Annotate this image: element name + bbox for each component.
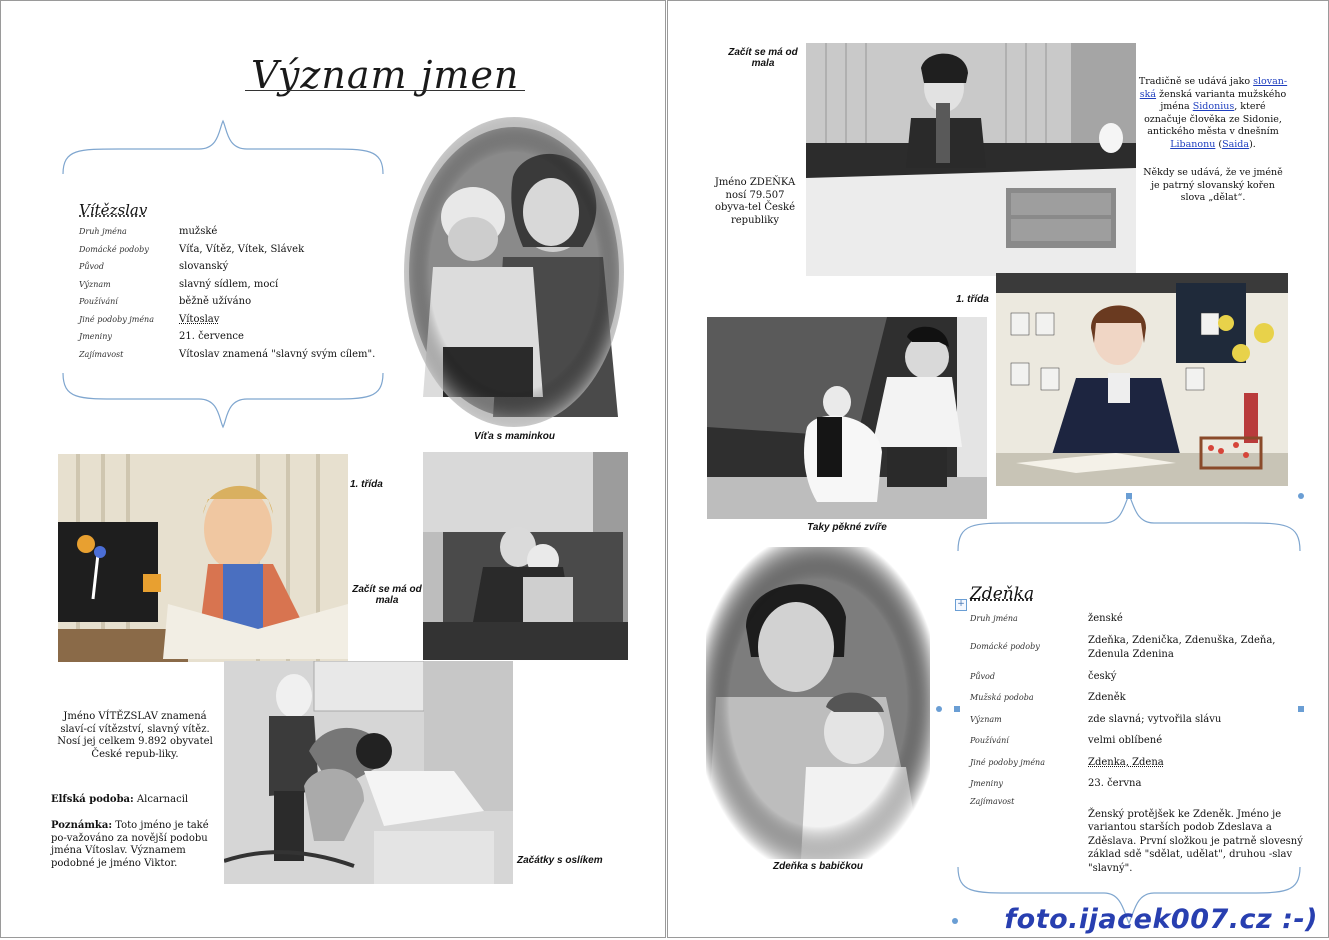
resize-handle[interactable] [952,918,958,924]
note-value: Toto jméno je také po-važováno za novější podobu jména Vítoslav. Významem podobné je jméno Viktor. [51,820,209,869]
info-key: Zajímavost [79,349,124,359]
info-row [970,634,1320,662]
zdenka-info [970,584,1320,875]
note-label: Poznámka: [51,820,113,831]
top-brace-right [954,491,1304,556]
photo-boy-donkey [224,661,513,884]
caption-nice-animal: Taky pěkné zvíře [807,522,887,533]
resize-handle[interactable] [1126,493,1132,499]
info-value: 21. července [179,331,244,342]
info-key: Mužská podoba [970,693,1034,702]
info-value: český [1088,670,1117,682]
photo-girl-school [996,273,1288,486]
resize-handle[interactable] [1298,493,1304,499]
info-key: Původ [79,262,104,271]
info-key: Jiné podoby jména [970,757,1045,767]
caption-grandma: Zdeňka s babičkou [772,861,864,872]
info-row [79,311,379,329]
caption-mother: Víťa s maminkou [474,431,555,442]
info-value: 23. června [1088,778,1142,789]
photo-grandma-baby [706,547,930,859]
info-row [79,346,379,364]
caption-first-grade: 1. třída [350,479,383,490]
info-value: Vítoslav znamená "slavný svým cílem". [179,348,376,360]
tradition-part: ). [1249,138,1256,150]
info-key: Domácké podoby [79,244,149,254]
link-saida[interactable]: Saida [1222,138,1250,150]
link-libanonu[interactable]: Libanonu [1170,138,1216,150]
photo-man-baby [423,452,628,660]
info-row [79,293,379,311]
info-row [970,666,1320,688]
caption-donkey: Začátky s oslíkem [517,855,603,866]
watermark: foto.ijacek007.cz :-) [1004,904,1318,935]
info-value: slovanský [179,261,229,272]
vitezslav-info [79,201,379,363]
info-key: Druh jména [79,227,127,236]
photo-mother-baby [403,117,626,427]
tradition-part: Tradičně se udává jako [1138,76,1254,87]
rotate-handle[interactable] [936,706,942,712]
photo-boy-book [58,454,348,662]
photo-animal-toy [707,317,987,519]
elf-label: Elfská podoba: [51,794,134,805]
info-row [79,258,379,276]
resize-handle[interactable] [954,706,960,712]
info-row [970,608,1320,630]
info-value: Vítoslav [179,313,220,325]
info-row [79,276,379,294]
info-key: Jiné podoby jména [79,314,154,324]
bottom-brace [59,369,387,429]
caption-first-grade-right: 1. třída [956,294,989,305]
top-brace [59,119,387,179]
move-anchor-icon[interactable]: + [955,599,967,611]
caption-start-young-right: Začít se má od mala [728,47,798,69]
tradition-part: ( [1215,138,1223,150]
info-value: Zdeňka, Zdenička, Zdenuška, Zdeňa, Zdenula Zdenina [1088,634,1276,660]
info-row [79,328,379,346]
info-key: Používání [970,736,1009,745]
info-row [970,795,1320,876]
photo-woman-table [806,43,1136,276]
info-value: Zdenka, Zdena [1088,756,1164,768]
info-value: ženské [1088,613,1123,624]
info-key: Používání [79,297,118,306]
zdenka-count-text: Jméno ZDEŇKA nosí 79.507 obyva-tel České republiky [714,177,796,226]
elf-form-text [51,794,219,807]
info-row [970,773,1320,795]
info-key: Význam [79,279,111,289]
info-value: Víťa, Vítěz, Vítek, Slávek [179,243,305,255]
info-row [970,730,1320,752]
link-slovanska[interactable]: slovan-ská [1139,76,1288,100]
info-key: Druh jména [970,614,1018,623]
tradition-part: ženská varianta mužského jména [1156,88,1287,112]
info-value: slavný sídlem, mocí [179,278,279,290]
tradition-part: , které označuje člověka ze Sidonie, antického města v dnešním [1144,101,1282,137]
tradition-text [1138,76,1288,151]
info-key: Jmeniny [79,332,112,341]
caption-start-young: Začít se má od mala [352,584,422,606]
info-value: Zdeněk [1088,692,1126,703]
info-name: Vítězslav [79,201,148,219]
info-value: běžně užíváno [179,296,252,307]
info-row [970,709,1320,731]
info-name: Zdeňka [970,584,1035,604]
right-page [667,0,1329,938]
elf-value: Alcarnacil [136,794,189,805]
info-key: Jmeniny [970,779,1003,788]
note-text [51,820,219,870]
info-key: Původ [970,671,995,681]
info-value: zde slavná; vytvořila slávu [1088,713,1222,725]
link-sidonius[interactable]: Sidonius [1192,101,1235,112]
info-row [79,241,379,259]
info-value: mužské [179,226,218,237]
info-row [970,752,1320,774]
info-key: Zajímavost [970,796,1015,806]
info-value: Ženský protějšek ke Zdeněk. Jméno je variantou starších podob Zdeslava a Zděslava. První složkou je patrně slovesný základ sdě "sdělat, udělat", druhou -slav "slavný". [1088,808,1303,874]
info-value: velmi oblíbené [1088,735,1163,746]
vitezslav-count-text: Jméno VÍTĚZSLAV znamená slaví-cí vítězství, slavný vítěz. Nosí jej celkem 9.892 obyvatel České repub-liky. [57,711,213,760]
info-key: Domácké podoby [970,641,1040,651]
tradition-text-2: Někdy se udává, že ve jméně je patrný slovanský kořen slova „dělat“. [1143,167,1283,203]
info-row [970,687,1320,709]
page-title: Význam jmen [251,53,520,97]
info-row [79,223,379,241]
info-key: Význam [970,714,1002,724]
